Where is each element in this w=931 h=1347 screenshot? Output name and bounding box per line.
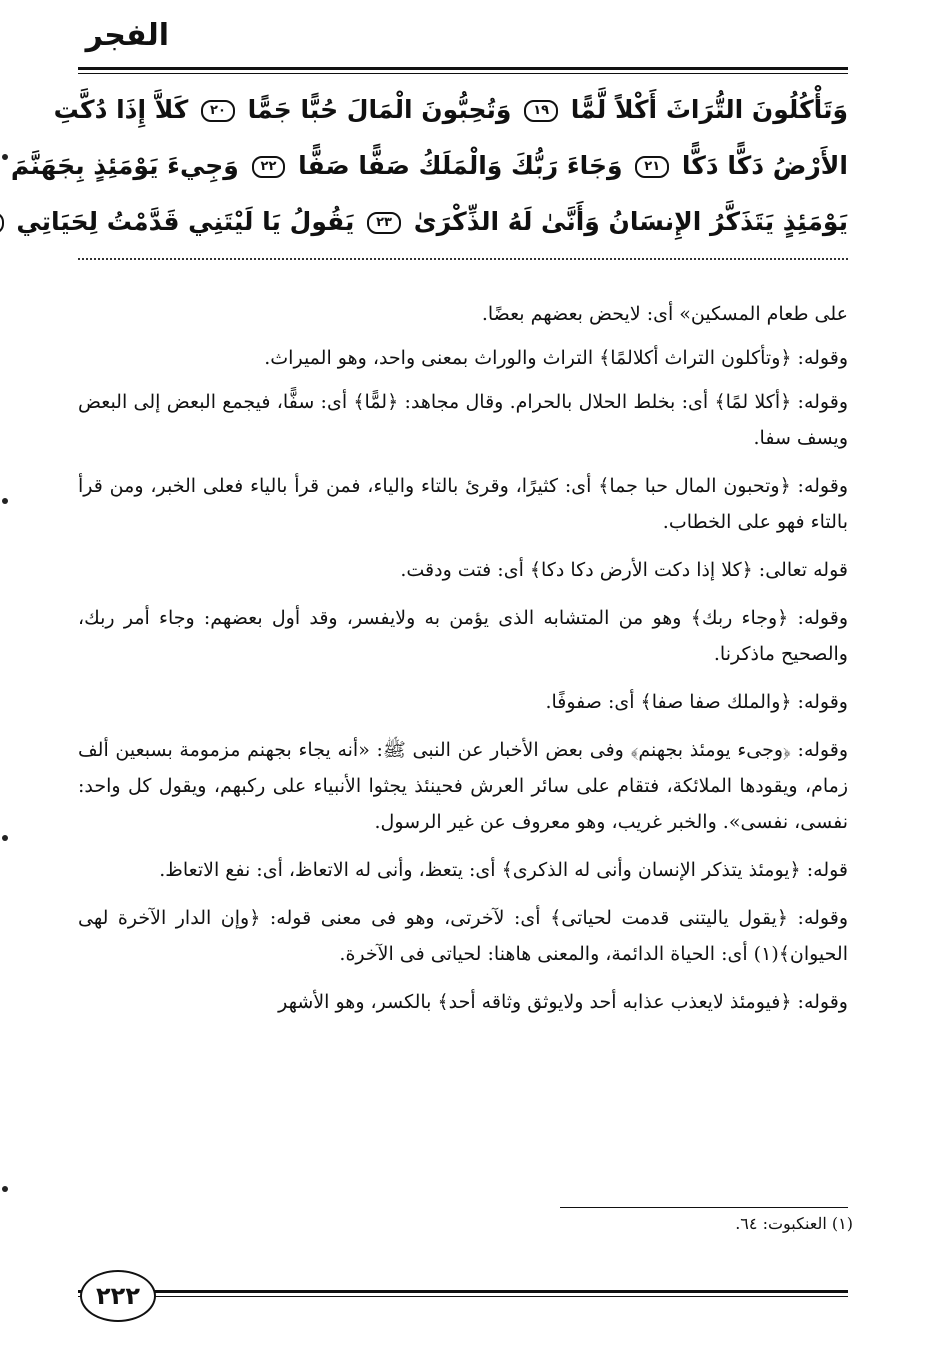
tafsir-paragraph: على طعام المسكين» أى: لايحض بعضهم بعضًا. — [481, 303, 848, 325]
header-rule-thick — [78, 67, 848, 70]
verse-text: كَلاَّ إِذَا دُكَّتِ — [53, 95, 189, 124]
tafsir-paragraph: وقوله: ﴿وتحبون المال حبا جما﴾ أى: كثيرًا، وقرئ بالتاء والياء، فمن قرأ بالياء فعلى الخبر، ومن قرأ بالتاء فهو على الخطاب. — [78, 475, 848, 533]
footnote: (١) العنكبوت: ٦٤. — [735, 1214, 853, 1233]
margin-speck — [2, 154, 8, 160]
ayah-number-marker: ٢٠ — [201, 100, 235, 122]
ayah-number-marker: ٢٣ — [367, 212, 401, 234]
footnote-rule — [560, 1207, 848, 1208]
verse-text: وَتُحِبُّونَ الْمَالَ حُبًّا جَمًّا — [247, 95, 512, 124]
verse-text: الأَرْضُ دَكًّا دَكًّا — [681, 151, 848, 180]
verse-text: يَوْمَئِذٍ يَتَذَكَّرُ الإِنسَانُ وَأَنَّىٰ لَهُ الذِّكْرَىٰ — [413, 207, 848, 236]
quran-verses-block — [10, 82, 848, 250]
chapter-title: الفجر — [85, 18, 169, 53]
verse-text: يَقُولُ يَا لَيْتَنِي قَدَّمْتُ لِحَيَاتِي — [16, 207, 355, 236]
page-number: ٢٢٢ — [80, 1270, 156, 1322]
tafsir-paragraph: وقوله: ﴿وجاء ربك﴾ وهو من المتشابه الذى يؤمن به ولايفسر، وقد أول بعضهم: وجاء أمر ربك، والصحيح ماذكرنا. — [78, 607, 848, 665]
ayah-number-marker: ٢١ — [635, 156, 669, 178]
verse-text: وَجَاءَ رَبُّكَ وَالْمَلَكُ صَفًّا صَفًّا — [298, 151, 623, 180]
margin-speck — [2, 1186, 8, 1192]
footer-rule-thin — [78, 1296, 848, 1297]
header-rule-thin — [78, 73, 848, 74]
margin-speck — [2, 498, 8, 504]
verse-text: وَتَأْكُلُونَ التُّرَاثَ أَكْلاً لَّمًّا — [570, 95, 848, 124]
ayah-number-marker — [0, 212, 4, 234]
tafsir-paragraph: وقوله: ﴿أكلا لمًا﴾ أى: بخلط الحلال بالحرام. وقال مجاهد: ﴿لمًّا﴾ أى: سفًّا، فيجمع البعض إلى البعض ويسف سفا. — [78, 391, 848, 449]
tafsir-paragraph: وقوله: ﴿والملك صفا صفا﴾ أى: صفوفًا. — [545, 691, 848, 713]
tafsir-paragraph: قوله تعالى: ﴿كلا إذا دكت الأرض دكا دكا﴾ أى: فتت ودقت. — [400, 559, 848, 581]
verse-text: وَجِيءَ يَوْمَئِذٍ بِجَهَنَّمَ — [10, 151, 239, 180]
quran-line — [16, 194, 848, 250]
footer-rule-thick — [78, 1290, 848, 1293]
quran-line — [10, 138, 848, 194]
tafsir-paragraph: وقوله: ﴿وجىء يومئذ بجهنم﴾ وفى بعض الأخبار عن النبى ﷺ: «أنه يجاء بجهنم مزمومة بسبعين ألف زمام، ويقودها الملائكة، فتقام على سائر العرش فحينئذ يجثوا الأنبياء على ركبهم، ويقول كل واحد: نفسى، نفسى». والخبر غريب، وهو معروف عن غير الرسول. — [78, 739, 848, 833]
quran-line — [53, 82, 848, 138]
quran-separator-dotted — [78, 258, 848, 260]
tafsir-paragraph: وقوله: ﴿فيومئذ لايعذب عذابه أحد ولايوثق وثاقه أحد﴾ بالكسر، وهو الأشهر — [278, 991, 848, 1013]
tafsir-body — [78, 296, 848, 1032]
tafsir-paragraph: وقوله: ﴿يقول ياليتنى قدمت لحياتى﴾ أى: لآخرتى، وهو فى معنى قوله: ﴿وإن الدار الآخرة لهى الحيوان﴾(١) أى: الحياة الدائمة، والمعنى هاهنا: لحياتى فى الآخرة. — [78, 907, 848, 965]
tafsir-paragraph: قوله: ﴿يومئذ يتذكر الإنسان وأنى له الذكرى﴾ أى: يتعظ، وأنى له الاتعاظ، أى: نفع الاتعاظ. — [159, 859, 848, 881]
margin-speck — [2, 835, 8, 841]
ayah-number-marker: ١٩ — [524, 100, 558, 122]
ayah-number-marker: ٢٢ — [252, 156, 286, 178]
tafsir-paragraph: وقوله: ﴿وتأكلون التراث أكلالمًا﴾ التراث والوراث بمعنى واحد، وهو الميراث. — [264, 347, 848, 369]
